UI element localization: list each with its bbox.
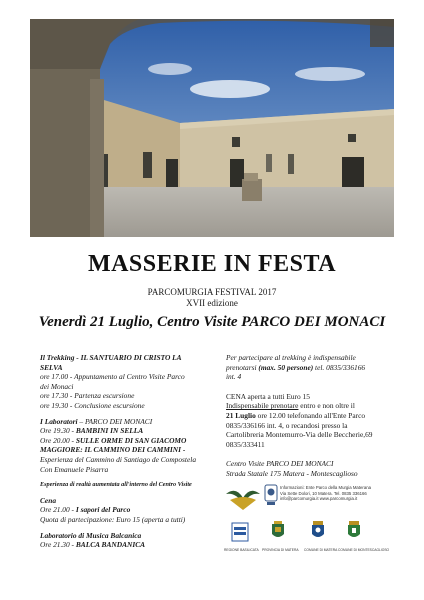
info-line: Via Sette Dolori, 10 Matera. Tel. 0835 336166 <box>280 490 367 496</box>
info-line: Informazioni: Ente Parco della Murgia Materana <box>280 485 371 490</box>
dinner-name: I sapori del Parco <box>75 505 131 515</box>
page-title: MASSERIE IN FESTA <box>87 251 337 277</box>
venue <box>226 459 394 478</box>
trekking-line: ore 17.00 - Appuntamento al Centro Visite Parco <box>40 372 185 382</box>
trekking-title-cont: SELVA <box>40 362 63 372</box>
logo-caption: COMUNE DI MATERA <box>304 548 338 552</box>
sponsor-logos <box>222 480 397 580</box>
header-photo <box>30 19 394 237</box>
festival-name: PARCOMURGIA FESTIVAL 2017 <box>147 287 277 297</box>
labs-activity-cont: MAGGIORE: IL CAMMINO DEI CAMMINI - <box>40 445 186 455</box>
labs-section <box>40 417 225 475</box>
dinner-booking-line: Cartolibreria Montemurro-Via delle Beccherie,69 <box>226 430 373 440</box>
trek-max-people: (max. 50 persone) <box>258 362 314 372</box>
labs-guest: Con Emanuele Pisarra <box>40 464 109 474</box>
info-line: info@parcomurgia.it www.parcomurgia.it <box>280 496 358 502</box>
music-section <box>40 531 225 550</box>
parco-crest-icon <box>264 484 278 506</box>
venue-name: Centro Visite PARCO DEI MONACI <box>226 459 334 469</box>
labs-title: I Laboratori <box>40 416 78 426</box>
logo-caption: PROVINCIA DI MATERA <box>262 548 299 552</box>
dinner-fee: Quota di partecipazione: Euro 15 (aperta a tutti) <box>40 514 186 524</box>
dinner-booking-line: 0835/336166 int. 4, o recandosi presso la <box>226 420 348 430</box>
labs-activity: BAMBINI IN SELLA <box>75 426 144 436</box>
trek-booking-line: Per partecipare al trekking è indispensabile <box>226 353 356 362</box>
provincia-matera-logo-icon <box>270 520 286 542</box>
dinner-title: Cena <box>40 495 57 505</box>
dinner-section <box>40 496 225 525</box>
event-date-location: Venerdì 21 Luglio, Centro Visite PARCO DEI MONACI <box>38 314 386 330</box>
dinner-booking-line: CENA aperta a tutti Euro 15 <box>226 391 310 401</box>
music-time: Ore 21.30 - <box>40 540 76 550</box>
labs-activity: SULLE ORME DI SAN GIACOMO <box>75 435 187 445</box>
trekking-line: ore 17.30 - Partenza escursione <box>40 391 135 401</box>
trek-phone: tel. 0835/336166 <box>313 362 366 372</box>
ar-note: Esperienza di realtà aumentata all'interno del Centro Visite <box>40 481 192 489</box>
music-title: Laboratorio di Musica Balcanica <box>40 530 142 540</box>
trekking-section <box>40 353 225 411</box>
trekking-line: dei Monaci <box>40 381 74 391</box>
dinner-time: Ore 21.00 - <box>40 505 76 515</box>
comune-matera-logo-icon <box>310 520 326 542</box>
trekking-title: Il Trekking - IL SANTUARIO DI CRISTO LA <box>40 353 182 362</box>
labs-location: – PARCO DEI MONACI <box>77 416 153 426</box>
ar-note-section <box>40 480 225 490</box>
info-column <box>226 353 394 485</box>
trek-booking <box>226 353 394 382</box>
labs-description: Esperienza del Cammino di Santiago de Compostela <box>40 454 197 464</box>
dinner-booking-line: ore 12.00 telefonando all'Ente Parco <box>255 410 366 420</box>
dinner-must-book: Indispensabile prenotare <box>226 401 299 411</box>
parco-murgia-logo-icon <box>224 484 262 512</box>
trek-phone-ext: int. 4 <box>226 372 242 382</box>
trekking-line: ore 19.30 - Conclusione escursione <box>40 400 145 410</box>
masseria-courtyard-image <box>30 19 394 237</box>
edition: XVII edizione <box>186 298 238 308</box>
venue-address: Strada Statale 175 Matera - Montescaglioso <box>226 468 358 478</box>
dinner-deadline: 21 Luglio <box>226 410 256 420</box>
regione-basilicata-logo-icon <box>231 522 249 544</box>
logo-caption: REGIONE BASILICATA <box>224 548 259 552</box>
dinner-booking-line: 0835/333411 <box>226 439 265 449</box>
labs-time: Ore 20.00 - <box>40 435 76 445</box>
dinner-booking-line: entro e non oltre il <box>298 401 355 411</box>
programme-column <box>40 353 225 556</box>
labs-time: Ore 19.30 - <box>40 426 76 436</box>
logo-caption: COMUNE DI MONTESCAGLIOSO <box>338 548 390 552</box>
music-band: BALCA BANDANICA <box>75 540 146 550</box>
comune-montescaglioso-logo-icon <box>346 520 362 542</box>
dinner-booking <box>226 392 394 450</box>
trek-booking-line: prenotarsi <box>226 362 259 372</box>
